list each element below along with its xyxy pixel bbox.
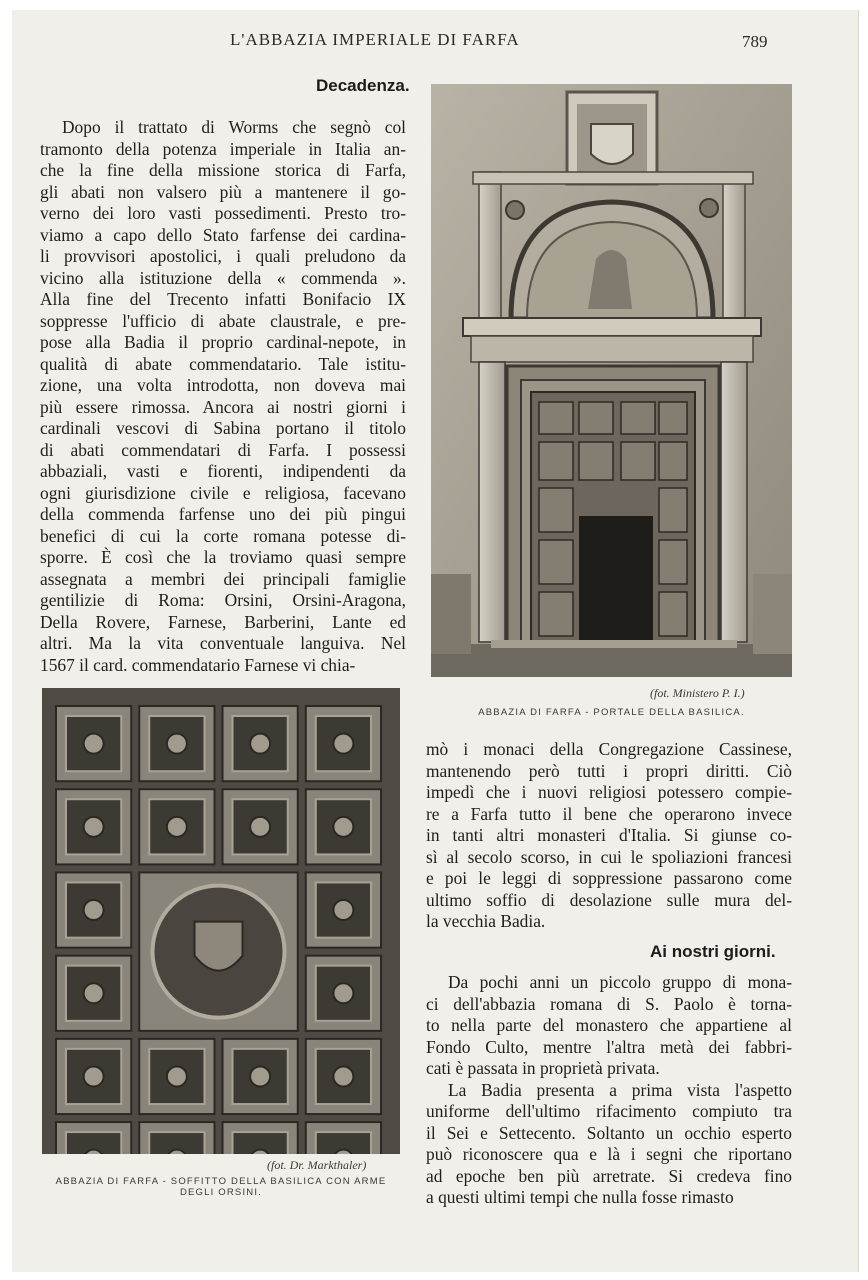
text-line: Alla fine del Trecento infatti Bonifacio IX bbox=[40, 289, 406, 309]
text-line: ogni giurisdizione civile e religiosa, facevano bbox=[40, 482, 406, 503]
rosette bbox=[333, 1066, 353, 1086]
rosette bbox=[250, 734, 270, 754]
text-line: altri. Ma la vita conventuale languiva. Nel bbox=[40, 633, 406, 653]
text-line: a questi ultimi tempi che nulla fosse rimasto bbox=[426, 1187, 734, 1207]
text-line: re a Farfa tutto il bene che operarono invece bbox=[426, 803, 792, 824]
text-line: più essere rimossa. Ancora ai nostri giorni i bbox=[40, 396, 406, 417]
portal-photo-credit: (fot. Ministero P. I.) bbox=[650, 686, 745, 700]
text-line: to nella parte del monastero che appartiene al bbox=[426, 1015, 792, 1035]
text-line: cardinali vescovi di Sabina portano il titolo bbox=[40, 418, 406, 438]
text-line: impedì che i nuovi religiosi potessero compie- bbox=[426, 782, 792, 802]
page-number: 789 bbox=[742, 32, 768, 51]
text-line: Dopo il trattato di Worms che segnò col bbox=[62, 117, 406, 137]
text-line: uniforme dell'ultimo rifacimento compiuto tra bbox=[426, 1101, 792, 1121]
text-line: sì al secolo scorso, in cui le spoliazioni francesi bbox=[426, 846, 792, 867]
rosette bbox=[84, 734, 104, 754]
rosette bbox=[333, 817, 353, 837]
text-line: e poi le leggi di soppressione passarono come bbox=[426, 868, 792, 888]
rosette bbox=[250, 817, 270, 837]
text-line: tramonto della potenza imperiale in Italia an- bbox=[40, 138, 406, 159]
text-line: sporre. È così che la troviamo quasi sempre bbox=[40, 547, 406, 567]
rosette bbox=[333, 900, 353, 920]
text-line: Della Rovere, Farnese, Barberini, Lante ed bbox=[40, 611, 406, 632]
portal-photo-caption: ABBAZIA DI FARFA - PORTALE DELLA BASILICA. bbox=[478, 707, 745, 718]
text-line: soppresse l'ufficio di abate claustrale, e pre- bbox=[40, 310, 406, 331]
section-title-decadenza: Decadenza. bbox=[316, 76, 410, 95]
text-line: la vecchia Badia. bbox=[426, 911, 546, 931]
text-line: di abati commendatari di Farfa. I possessi bbox=[40, 439, 406, 460]
rosette bbox=[333, 983, 353, 1003]
rosette bbox=[84, 817, 104, 837]
text-line: vicino alla istituzione della « commenda ». bbox=[40, 267, 406, 288]
text-line: Fondo Culto, mentre l'altra metà dei fabbri- bbox=[426, 1036, 792, 1057]
ceiling-photo-credit: (fot. Dr. Markthaler) bbox=[267, 1158, 367, 1172]
text-line: Da pochi anni un piccolo gruppo di mona- bbox=[448, 972, 792, 992]
portal-photo bbox=[431, 84, 792, 677]
coffered-ceiling-illustration bbox=[42, 688, 400, 1154]
body-text-column-right bbox=[426, 739, 792, 933]
text-line: viamo a capo dello Stato farfense dei cardina- bbox=[40, 224, 406, 245]
text-line: che la fine della missione storica di Farfa, bbox=[40, 160, 406, 180]
text-line: La Badia presenta a prima vista l'aspetto bbox=[448, 1079, 792, 1100]
section-title-ai-nostri-giorni: Ai nostri giorni. bbox=[650, 942, 776, 961]
rosette bbox=[84, 900, 104, 920]
text-line: il Sei e Settecento. Soltanto un occhio esperto bbox=[426, 1122, 792, 1143]
ceiling-caption-line-1: ABBAZIA DI FARFA - SOFFITTO DELLA BASILICA CON ARME bbox=[55, 1176, 387, 1187]
text-line: gentilizie di Roma: Orsini, Orsini-Aragona, bbox=[40, 590, 406, 610]
running-title: L'ABBAZIA IMPERIALE DI FARFA bbox=[230, 30, 520, 49]
text-line: 1567 il card. commendatario Farnese vi chia- bbox=[40, 654, 356, 675]
text-line: li provvisori apostolici, i quali preludono da bbox=[40, 246, 406, 266]
text-line: pose alla Badia il proprio cardinal-nepote, in bbox=[40, 332, 406, 352]
text-line: ultimo soffio di desolazione sulle mura del- bbox=[426, 889, 792, 910]
text-line: verno dei loro vasti possedimenti. Presto tro- bbox=[40, 203, 406, 223]
body-text-column-left bbox=[40, 117, 406, 676]
text-line: mantenendo però tutti i propri diritti. Ciò bbox=[426, 760, 792, 781]
text-line: ci dell'abbazia romana di S. Paolo è torna- bbox=[426, 993, 792, 1014]
rosette bbox=[333, 734, 353, 754]
text-line: abbaziali, vasti e fiorenti, indipendenti da bbox=[40, 461, 406, 481]
rosette bbox=[84, 983, 104, 1003]
rosette bbox=[84, 1066, 104, 1086]
rosette bbox=[167, 734, 187, 754]
text-line: qualità di abate commendatario. Tale istitu- bbox=[40, 353, 406, 374]
rosette bbox=[250, 1066, 270, 1086]
ceiling-photo-caption bbox=[30, 1176, 412, 1198]
ceiling-caption-line-2: DEGLI ORSINI. bbox=[179, 1187, 263, 1198]
text-line: cati è passata in proprietà privata. bbox=[426, 1058, 660, 1078]
text-line: mò i monaci della Congregazione Cassinese, bbox=[426, 739, 792, 759]
body-text-section-two bbox=[426, 972, 792, 1209]
rosette bbox=[167, 817, 187, 837]
ceiling-photo bbox=[42, 688, 400, 1154]
text-line: benefici di cui la corte romana potesse di- bbox=[40, 525, 406, 546]
rosette bbox=[167, 1066, 187, 1086]
text-line: gli abati non valsero più a mantenere il go- bbox=[40, 181, 406, 202]
text-line: può riconoscere qua e là i segni che riportano bbox=[426, 1144, 792, 1164]
text-line: della commenda farfense uno dei più pingui bbox=[40, 504, 406, 524]
text-line: ad epoche ben più arretrate. Si credeva fino bbox=[426, 1165, 792, 1186]
text-line: assegnata a membri dei principali famiglie bbox=[40, 568, 406, 589]
portal-illustration bbox=[431, 84, 792, 677]
text-line: zione, una volta introdotta, non doveva mai bbox=[40, 375, 406, 395]
text-line: in tanti altri monasteri d'Italia. Si giunse co- bbox=[426, 825, 792, 845]
